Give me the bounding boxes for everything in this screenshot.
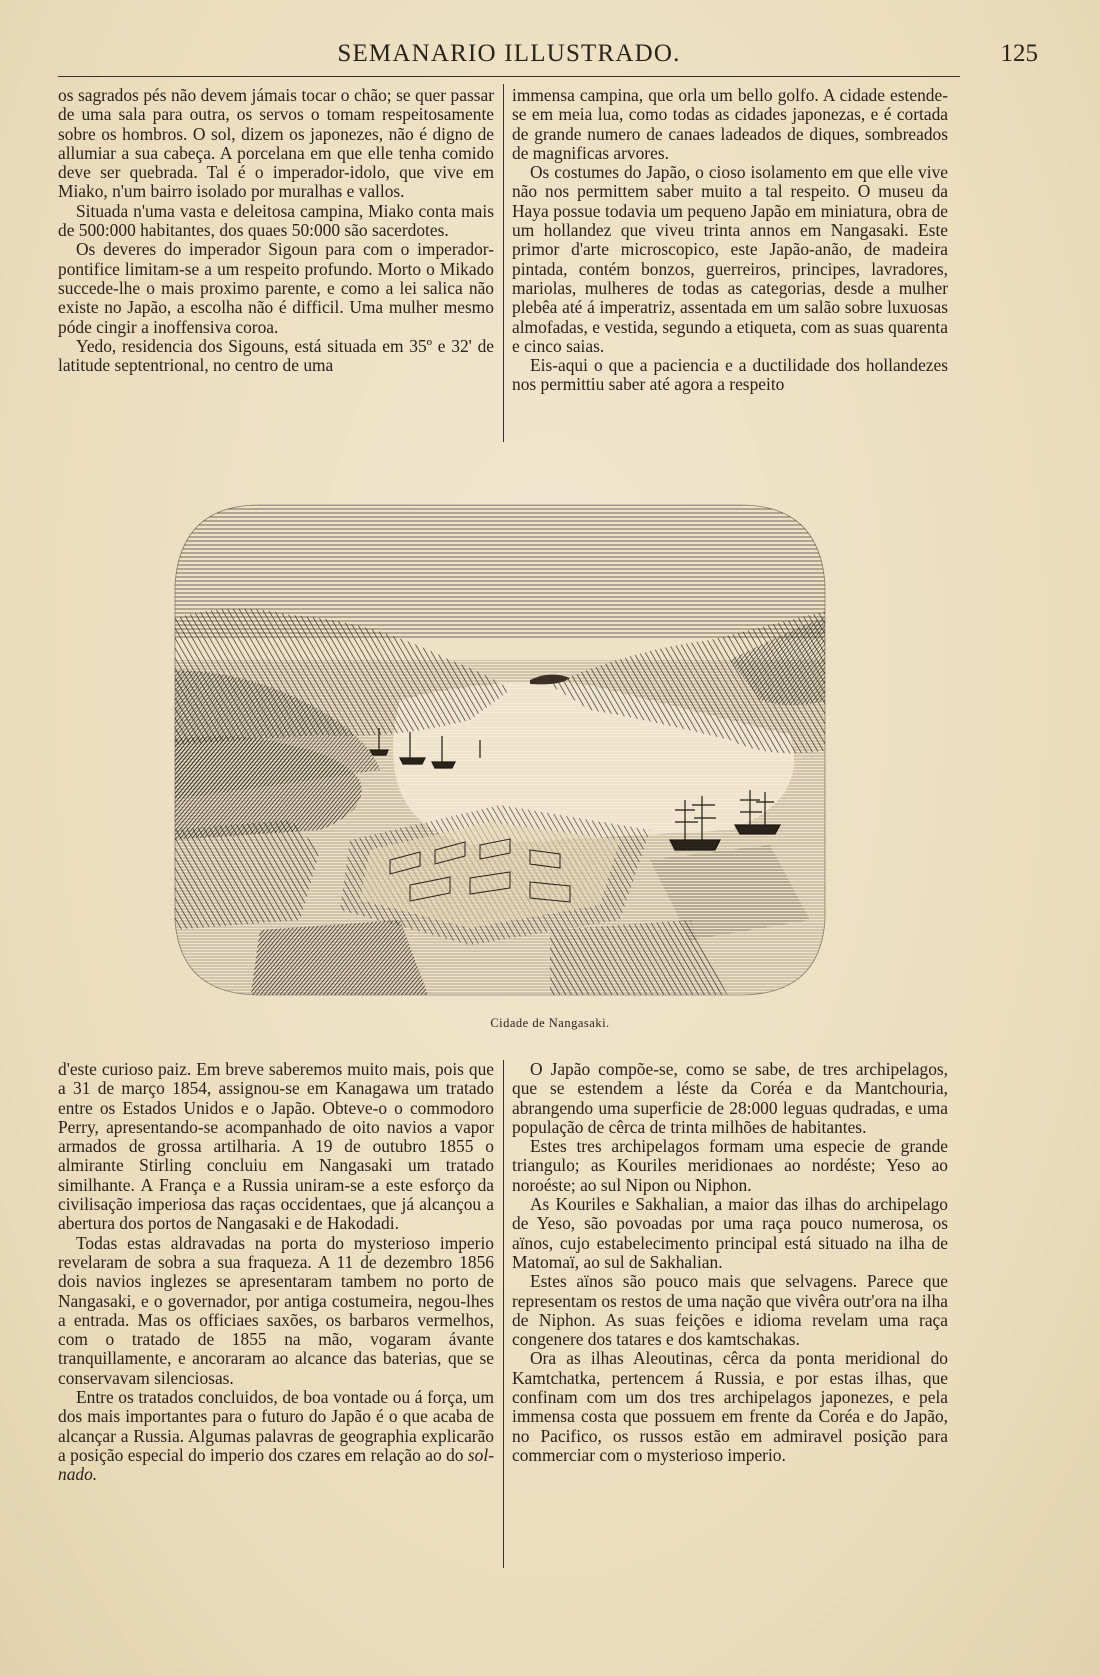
bottom-right-column bbox=[512, 1060, 948, 1465]
paragraph: Estes tres archipelagos formam uma especie de grande triangulo; as Kouriles meridionaes ao nordéste; Yeso ao noroéste; ao sul Nipon ou Niphon. bbox=[512, 1136, 948, 1195]
paragraph: Todas estas aldravadas na porta do mysterioso imperio revelaram de sobra a sua fraqueza. A 11 de dezembro 1856 dois navios inglezes se apresentaram tambem no porto de Nangasaki, e o governador, por antiga costumeira, negou-lhes a entrada. Mas os officiaes saxões, os barbaros vermelhos, com o tratado de 1855 na mão, vogaram ávante tranquillamente, e ancoraram ao alcance das baterias, que se conservavam silenciosas. bbox=[58, 1232, 494, 1388]
paragraph: As Kouriles e Sakhalian, a maior das ilhas do archipelago de Yeso, são povoadas por uma raça pouco numerosa, os aïnos, cujo estabelecimento principal está situado na ilha de Matomaï, ao sul de Sakhalian. bbox=[512, 1194, 948, 1272]
paragraph bbox=[58, 1388, 494, 1484]
paragraph: O Japão compõe-se, como se sabe, de tres archipelagos, que se estendem a léste da Coréa e da Mantchouria, abrangendo uma superficie de 28:000 leguas qudradas, e uma população de cêrca de trinta milhões de habitantes. bbox=[512, 1059, 948, 1137]
paragraph: Os costumes do Japão, o cioso isolamento em que elle vive não nos permittem saber muito a tal respeito. O museu da Haya possue todavia um pequeno Japão em miniatura, obra de um hollandez que viveu trinta annos em Nangasaki. Este primor d'arte microscopico, este Japão-anão, de madeira pintada, contém bonzos, guerreiros, principes, lavradores, mariolas, mulheres de todas as categorias, desde a mulher plebêa até á imperatriz, assentada em um salão sobre luxuosas almofadas, e vestida, segundo a etiqueta, com as suas quarenta e cinco saias. bbox=[512, 162, 948, 356]
figure-caption: Cidade de Nangasaki. bbox=[490, 1016, 610, 1030]
paragraph: immensa campina, que orla um bello golfo. A cidade estende-se em meia lua, como todas as cidades japonezas, e é cortada de grande numero de canaes ladeados de diques, sombreados de magnificas arvores. bbox=[512, 85, 948, 163]
page-number: 125 bbox=[1000, 40, 1038, 67]
nagasaki-engraving bbox=[170, 500, 830, 1000]
column-divider bbox=[503, 1060, 504, 1568]
paragraph: Os deveres do imperador Sigoun para com o imperador-pontifice limitam-se a um respeito profundo. Morto o Mikado succede-lhe o mais proximo parente, e como a lei salica não existe no Japão, a escolha não é difficil. Uma mulher mesmo póde cingir a inoffensiva coroa. bbox=[58, 239, 494, 337]
paragraph: Estes aïnos são pouco mais que selvagens. Parece que representam os restos de uma nação que vivêra outr'ora na ilha de Niphon. As suas feições e idioma revelam uma raça congenere dos tatares e dos kamtschakas. bbox=[512, 1271, 948, 1350]
top-right-column bbox=[512, 86, 948, 395]
paragraph: Yedo, residencia dos Sigouns, está situada em 35º e 32' de latitude septentrional, no centro de uma bbox=[58, 335, 494, 376]
paragraph: Ora as ilhas Aleoutinas, cêrca da ponta meridional do Kamtchatka, pertencem á Russia, e por estas ilhas, que confinam com um dos tres archipelagos japonezes, e pela immensa costa que possuem em frente da Coréa e do Japão, no Pacifico, os russos estão em admiravel posição para commerciar com o mysterioso imperio. bbox=[512, 1348, 948, 1465]
paragraph-text: Entre os tratados concluidos, de boa vontade ou á força, um dos mais importantes para o futuro do Japão é o que acaba de alcançar a Russia. Algumas palavras de geographia explicarão a posição especial do imperio dos czares em relação ao do bbox=[58, 1387, 494, 1465]
paragraph: d'este curioso paiz. Em breve saberemos muito mais, pois que a 31 de março 1854, assignou-se em Kanagawa um tratado entre os Estados Unidos e o Japão. Obteve-o o commodoro Perry, apresentando-se acompanhado de oito navios a vapor armados de grossa artilharia. A 19 de outubro 1855 o almirante Stirling concluiu em Nangasaki um tratado similhante. A França e a Russia uniram-se a este esforço da civilisação imperiosa das raças occidentaes, que já alcançou a abertura dos portos de Nangasaki e de Hakodadi. bbox=[58, 1059, 494, 1234]
column-divider bbox=[503, 84, 504, 442]
top-left-column bbox=[58, 86, 494, 375]
paragraph: os sagrados pés não devem jámais tocar o chão; se quer passar de uma sala para outra, os servos o tomam respeitosamente sobre os hombros. O sol, dizem os japonezes, não é digno de allumiar a sua cabeça. A porcelana em que elle tenha comido deve ser quebrada. Tal é o imperador-idolo, que vive em Miako, n'um bairro isolado por muralhas e vallos. bbox=[58, 85, 494, 202]
bottom-left-column bbox=[58, 1060, 494, 1485]
publication-title: SEMANARIO ILLUSTRADO. bbox=[337, 40, 681, 67]
page-header bbox=[58, 36, 1038, 77]
paragraph: Situada n'uma vasta e deleitosa campina, Miako conta mais de 500:000 habitantes, dos quaes 50:000 são sacerdotes. bbox=[58, 200, 494, 241]
italic-term: sol-nado. bbox=[58, 1444, 494, 1485]
paragraph: Eis-aqui o que a paciencia e a ductilidade dos hollandezes nos permittiu saber até agora a respeito bbox=[512, 355, 948, 395]
